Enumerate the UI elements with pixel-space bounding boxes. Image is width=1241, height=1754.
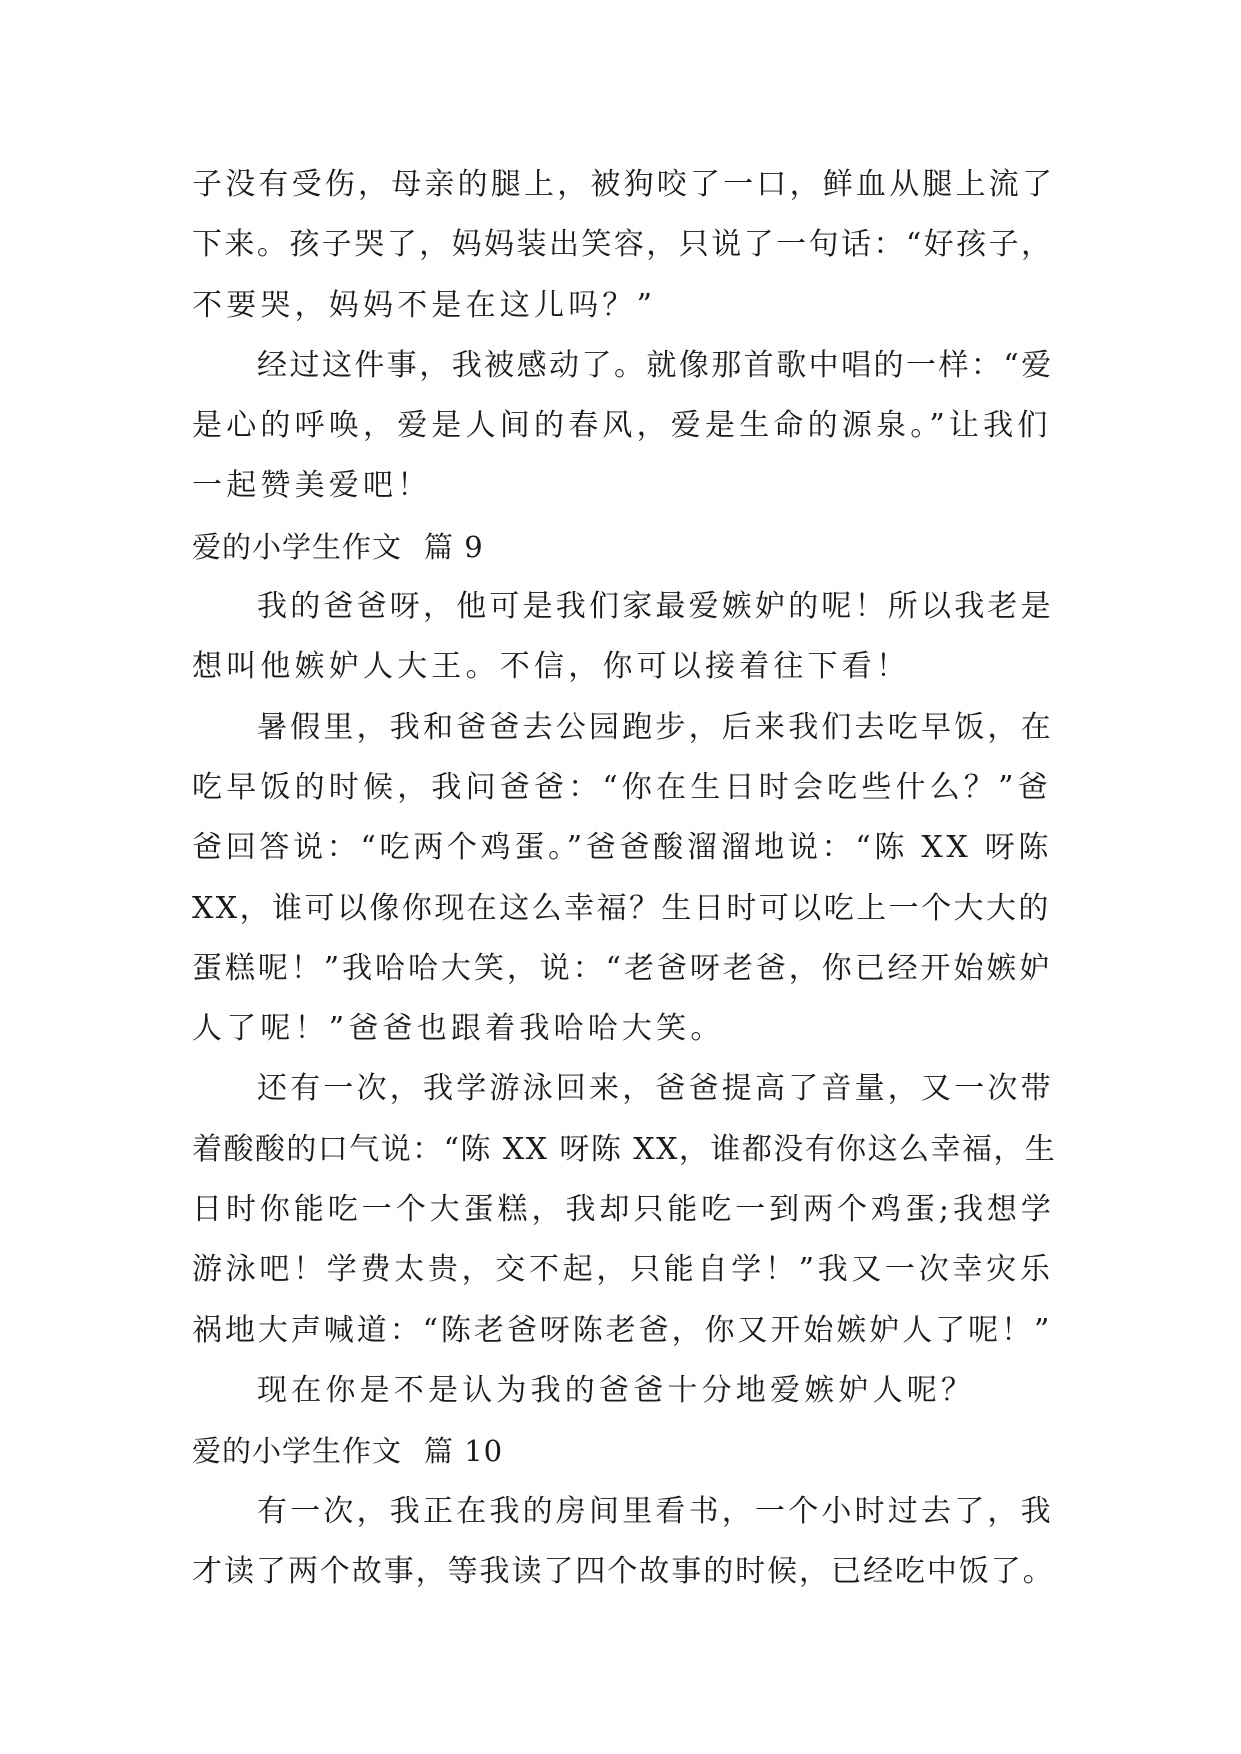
text-line: 下来。孩子哭了，妈妈装出笑容，只说了一句话：“好孩子， [192,227,1054,263]
text-line: 想叫他嫉妒人大王。不信，你可以接着往下看！ [192,649,911,685]
section-heading [192,1421,1052,1481]
paragraph-start-line: 我的爸爸呀，他可是我们家最爱嫉妒的呢！所以我老是 [257,589,1054,625]
paragraph-start-line: 还有一次，我学游泳回来，爸爸提高了音量，又一次带 [257,1071,1054,1107]
paragraph-start-line: 现在你是不是认为我的爸爸十分地爱嫉妒人呢？ [257,1372,976,1408]
text-line: 游泳吧！学费太贵，交不起，只能自学！”我又一次幸灾乐 [192,1252,1054,1288]
section-heading-title: 爱的小学生作文 [192,529,403,564]
section-heading [192,517,1052,577]
text-line: 着酸酸的口气说：“陈 XX 呀陈 XX，谁都没有你这么幸福，生 [192,1131,1057,1167]
text-line: 不要哭，妈妈不是在这儿吗？” [192,287,657,323]
text-line: 人了呢！”爸爸也跟着我哈哈大笑。 [192,1011,725,1047]
text-line: 才读了两个故事，等我读了四个故事的时候，已经吃中饭了。 [192,1553,1055,1589]
document-body [192,155,1057,1602]
text-line: 日时你能吃一个大蛋糕，我却只能吃一到两个鸡蛋;我想学 [192,1192,1055,1228]
text-line: 一起赞美爱吧！ [192,468,432,504]
text-line: 蛋糕呢！”我哈哈大笑，说：“老爸呀老爸，你已经开始嫉妒 [192,950,1053,986]
section-heading-number: 篇 9 [424,529,484,564]
text-line: 爸回答说：“吃两个鸡蛋。”爸爸酸溜溜地说：“陈 XX 呀陈 [192,830,1053,866]
text-line: 吃早饭的时候，我问爸爸：“你在生日时会吃些什么？”爸 [192,769,1052,805]
section-heading-number: 篇 10 [424,1434,504,1469]
paragraph-start-line: 暑假里，我和爸爸去公园跑步，后来我们去吃早饭，在 [257,709,1054,745]
text-line: 是心的呼唤，爱是人间的春风，爱是生命的源泉。”让我们 [192,408,1052,444]
paragraph-start-line: 有一次，我正在我的房间里看书，一个小时过去了，我 [257,1493,1054,1529]
text-line: 子没有受伤，母亲的腿上，被狗咬了一口，鲜血从腿上流了 [192,167,1056,202]
text-line: XX，谁可以像你现在这么幸福？生日时可以吃上一个大大的 [192,890,1051,926]
text-line: 祸地大声喊道：“陈老爸呀陈老爸，你又开始嫉妒人了呢！” [192,1312,1053,1348]
section-heading-title: 爱的小学生作文 [192,1434,403,1469]
paragraph-start-line: 经过这件事，我被感动了。就像那首歌中唱的一样：“爱 [257,347,1054,383]
